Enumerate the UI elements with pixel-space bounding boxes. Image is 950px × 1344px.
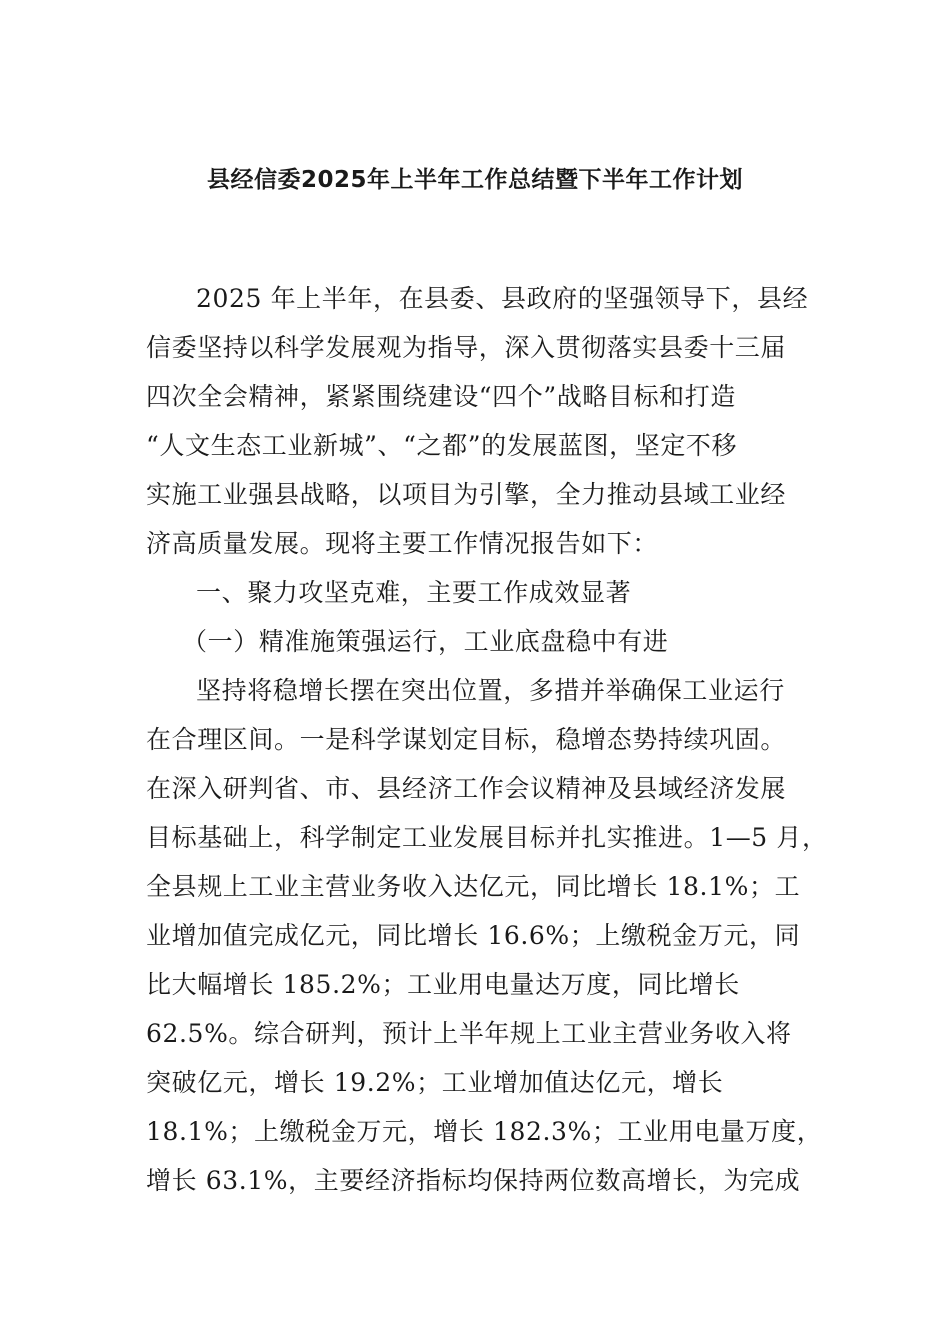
paragraph-line: 在合理区间。一是科学谋划定目标，稳增态势持续巩固。: [146, 725, 787, 754]
section-heading: 一、聚力攻坚克难，主要工作成效显著: [196, 578, 632, 607]
paragraph-line: 增长 63.1%，主要经济指标均保持两位数高增长，为完成: [146, 1166, 801, 1195]
paragraph-line: 突破亿元，增长 19.2%；工业增加值达亿元，增长: [146, 1068, 724, 1097]
paragraph-line: 信委坚持以科学发展观为指导，深入贯彻落实县委十三届: [146, 333, 787, 362]
paragraph-line: 全县规上工业主营业务收入达亿元，同比增长 18.1%；工: [146, 872, 801, 901]
paragraph-line: 在深入研判省、市、县经济工作会议精神及县域经济发展: [146, 774, 787, 803]
paragraph-line: 坚持将稳增长摆在突出位置，多措并举确保工业运行: [196, 676, 785, 705]
paragraph-line: 业增加值完成亿元，同比增长 16.6%；上缴税金万元，同: [146, 921, 801, 950]
paragraph-line: “人文生态工业新城”、“之都”的发展蓝图，坚定不移: [146, 431, 738, 460]
paragraph-line: 62.5%。综合研判，预计上半年规上工业主营业务收入将: [146, 1019, 792, 1048]
paragraph-line: 比大幅增长 185.2%；工业用电量达万度，同比增长: [146, 970, 740, 999]
paragraph-line: 2025 年上半年，在县委、县政府的坚强领导下，县经: [196, 284, 809, 313]
paragraph-line: 实施工业强县战略，以项目为引擎，全力推动县域工业经: [146, 480, 787, 509]
paragraph-line: 目标基础上，科学制定工业发展目标并扎实推进。1—5 月，: [146, 823, 828, 852]
paragraph-line: 四次全会精神，紧紧围绕建设“四个”战略目标和打造: [146, 382, 736, 411]
document-body: [146, 274, 828, 1205]
document-title: 县经信委2025年上半年工作总结暨下半年工作计划: [206, 167, 743, 193]
paragraph-line: 18.1%；上缴税金万元，增长 182.3%；工业用电量万度，: [146, 1117, 823, 1146]
paragraph-line: 济高质量发展。现将主要工作情况报告如下：: [146, 529, 659, 558]
subsection-heading: （一）精准施策强运行，工业底盘稳中有进: [182, 627, 669, 656]
